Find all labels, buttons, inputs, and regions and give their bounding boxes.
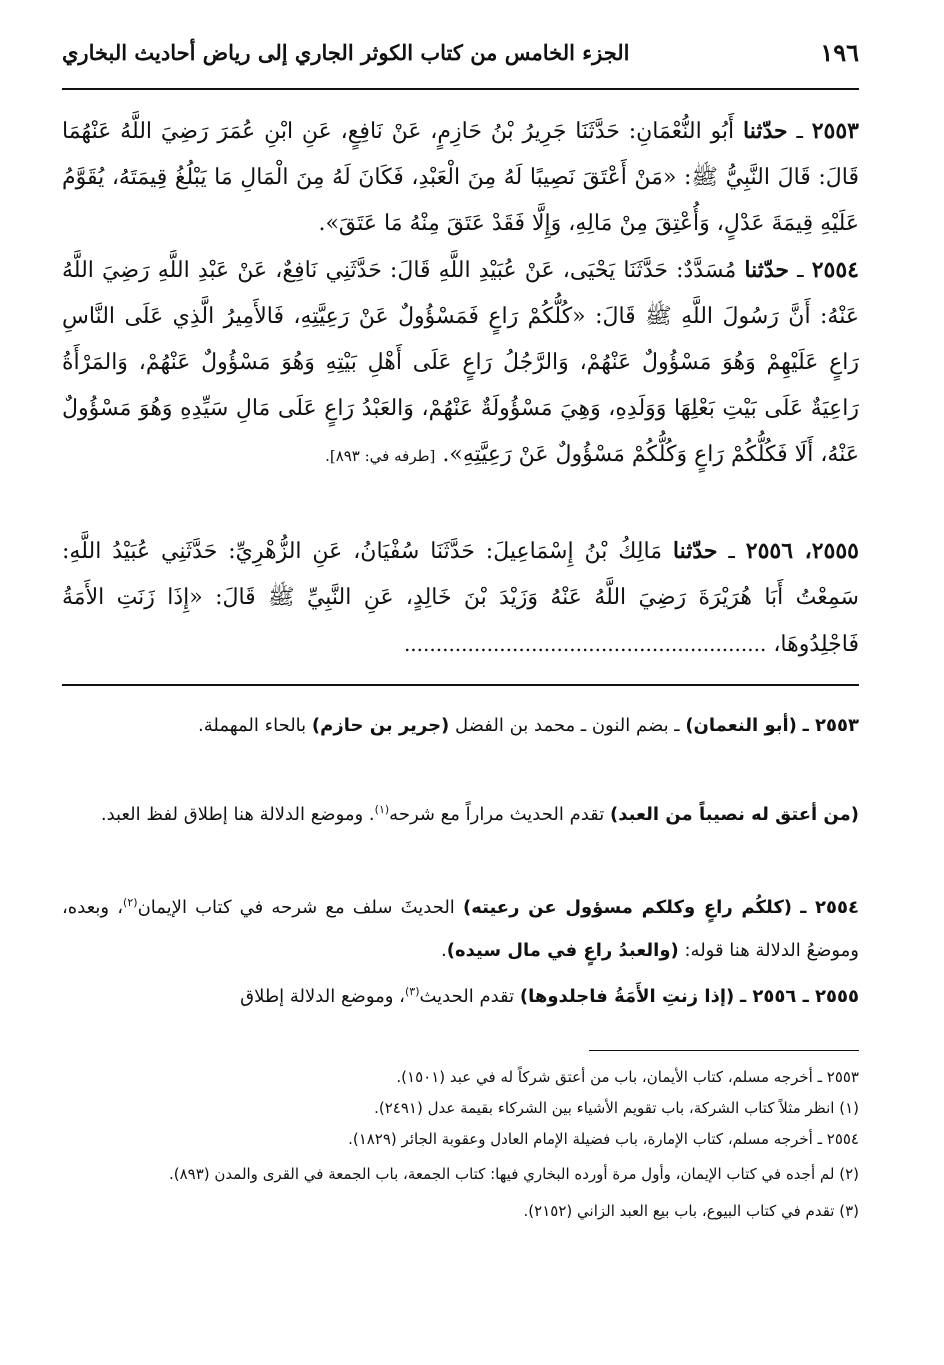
commentary-text: ، وبعده، وموضعُ الدلالة هنا قوله: — [62, 897, 859, 961]
footnote-2553: ٢٥٥٣ ـ أخرجه مسلم، كتاب الأيمان، باب من أعتق شركاً له في عبد (١٥٠١). — [396, 1068, 859, 1086]
page-header — [62, 38, 859, 82]
hadith-2555-2556: ٢٥٥٥، ٢٥٥٦ ـ حدّثنا مَالِكُ بْنُ إِسْمَاعِيلَ: حَدَّثَنَا سُفْيَانُ، عَنِ الزُّهْرِيِّ: حَدَّثَنِي عُبَيْدُ اللَّهِ: سَمِعْتُ أَبَا هُرَيْرَةَ رَضِيَ اللَّهُ عَنْهُ وَزَيْدَ بْنَ خَالِدٍ، عَنِ النَّبِيِّ ﷺ قَالَ: «إِذَا زَنَتِ الأَمَةُ فَاجْلِدُوهَا، ......................................................... — [62, 538, 859, 657]
hadith-number: ٢٥٥٥، ٢٥٥٦ — [745, 538, 859, 564]
footnote-marker: (٢) — [123, 896, 138, 909]
commentary-text: ـ بضم النون ـ محمد بن الفضل — [455, 715, 680, 736]
commentary-text: . — [441, 940, 447, 961]
quoted-term: (كلكُم راعٍ وكلكم مسؤول عن رعيته) — [462, 897, 793, 918]
footnote-2: (٢) لم أجده في كتاب الإيمان، وأول مرة أورده البخاري فيها: كتاب الجمعة، باب الجمعة في القرى والمدن (٨٩٣). — [168, 1165, 859, 1183]
commentary-2553 — [62, 704, 859, 747]
narrator-label: حدّثنا — [744, 257, 789, 283]
narrator-label: حدّثنا — [743, 118, 788, 144]
footnote-1: (١) انظر مثلاً كتاب الشركة، باب تقويم الأشياء بين الشركاء بقيمة عدل (٢٤٩١). — [374, 1099, 859, 1117]
hadith-text: أَبُو النُّعْمَانِ: حَدَّثَنَا جَرِيرُ بْنُ حَازِمٍ، عَنْ نَافِعٍ، عَنِ ابْنِ عُمَرَ رَضِيَ اللَّهُ عَنْهُمَا قَالَ: قَالَ النَّبِيُّ ﷺ: «مَنْ أَعْتَقَ نَصِيبًا لَهُ مِنَ الْعَبْدِ، فَكَانَ لَهُ مِنَ الْمَالِ مَا يَبْلُغُ قِيمَتَهُ، يُقَوَّمُ عَلَيْهِ قِيمَةَ عَدْلٍ، وَأُعْتِقَ مِنْ مَالِهِ، وَإِلَّا فَقَدْ عَتَقَ مِنْهُ مَا عَتَقَ». — [62, 119, 859, 236]
commentary-number: ٢٥٥٥ ـ ٢٥٥٦ ـ — [739, 986, 859, 1007]
commentary-2555-2556 — [62, 975, 859, 1018]
narrator-label: حدّثنا — [672, 538, 718, 564]
footnote-3: (٣) تقدم في كتاب البيوع، باب بيع العبد الزاني (٢١٥٢). — [523, 1202, 859, 1220]
commentary-text: تقدم الحديث — [419, 986, 515, 1007]
footnote-rule — [589, 1050, 859, 1051]
ellipsis-dots: ......................................................... — [403, 632, 767, 656]
hadith-2554: ٢٥٥٤ ـ حدّثنا مُسَدَّدٌ: حَدَّثَنَا يَحْيَى، عَنْ عُبَيْدِ اللَّهِ قَالَ: حَدَّثَنِي نَافِعٌ، عَنْ عَبْدِ اللَّهِ رَضِيَ اللَّهُ عَنْهُ: أَنَّ رَسُولَ اللَّهِ ﷺ قَالَ: «كُلُّكُمْ رَاعٍ فَمَسْؤُولٌ عَنْ رَعِيَّتِهِ، فَالأَمِيرُ الَّذِي عَلَى النَّاسِ رَاعٍ عَلَيْهِمْ وَهُوَ مَسْؤُولٌ عَنْهُمْ، وَالرَّجُلُ رَاعٍ عَلَى أَهْلِ بَيْتِهِ وَهُوَ مَسْؤُولٌ عَنْهُمْ، وَالمَرْأَةُ رَاعِيَةٌ عَلَى بَيْتِ بَعْلِهَا وَوَلَدِهِ، وَهِيَ مَسْؤُولَةٌ عَنْهُمْ، وَالعَبْدُ رَاعٍ عَلَى مَالِ سَيِّدِهِ وَهُوَ مَسْؤُولٌ عَنْهُ، أَلَا فَكُلُّكُمْ رَاعٍ وَكُلُّكُمْ مَسْؤُولٌ عَنْ رَعِيَّتِهِ». [طرفه في: ٨٩٣]. — [62, 257, 859, 467]
footnote-marker: (٣) — [404, 985, 420, 998]
footnotes — [62, 1062, 859, 1227]
hadith-number: ٢٥٥٤ — [811, 257, 859, 283]
quoted-term: (أبو النعمان) — [685, 715, 797, 736]
hadith-text: مَالِكُ بْنُ إِسْمَاعِيلَ: حَدَّثَنَا سُفْيَانُ، عَنِ الزُّهْرِيِّ: حَدَّثَنِي عُبَيْدُ اللَّهِ: سَمِعْتُ أَبَا هُرَيْرَةَ رَضِيَ اللَّهُ عَنْهُ وَزَيْدَ بْنَ خَالِدٍ، عَنِ النَّبِيِّ ﷺ قَالَ: «إِذَا زَنَتِ الأَمَةُ فَاجْلِدُوهَا، — [62, 539, 859, 657]
quoted-term: (والعبدُ راعٍ في مال سيده) — [446, 940, 679, 961]
commentary-number: ٢٥٥٣ ـ — [802, 715, 859, 736]
cross-reference: [طرفه في: ٨٩٣]. — [325, 447, 436, 465]
commentary-text: الحديثَ سلف مع شرحه في كتاب الإيمان — [137, 897, 455, 918]
commentary-text: . وموضع الدلالة هنا إطلاق لفظ العبد. — [100, 804, 375, 825]
hadith-2553: ٢٥٥٣ ـ حدّثنا أَبُو النُّعْمَانِ: حَدَّثَنَا جَرِيرُ بْنُ حَازِمٍ، عَنْ نَافِعٍ، عَنِ ابْنِ عُمَرَ رَضِيَ اللَّهُ عَنْهُمَا قَالَ: قَالَ النَّبِيُّ ﷺ: «مَنْ أَعْتَقَ نَصِيبًا لَهُ مِنَ الْعَبْدِ، فَكَانَ لَهُ مِنَ الْمَالِ مَا يَبْلُغُ قِيمَتَهُ، يُقَوَّمُ عَلَيْهِ قِيمَةَ عَدْلٍ، وَأُعْتِقَ مِنْ مَالِهِ، وَإِلَّا فَقَدْ عَتَقَ مِنْهُ مَا عَتَقَ». — [62, 118, 859, 236]
text-commentary-divider — [62, 684, 859, 686]
hadith-number: ٢٥٥٣ — [811, 118, 859, 144]
footnote-2554: ٢٥٥٤ ـ أخرجه مسلم، كتاب الإمارة، باب فضيلة الإمام العادل وعقوبة الجائر (١٨٢٩). — [348, 1130, 859, 1148]
book-page — [62, 0, 859, 1365]
commentary-2553-part2 — [62, 793, 859, 836]
footnote-marker: (١) — [374, 803, 390, 816]
commentary-text: بالحاء المهملة. — [197, 715, 307, 736]
commentary-text: ، وموضع الدلالة إطلاق — [240, 986, 405, 1007]
quoted-term: (إذا زنتِ الأَمَةُ فاجلدوها) — [519, 986, 735, 1007]
quoted-term: (جرير بن حازم) — [311, 715, 450, 736]
quoted-term: (من أعتق له نصيباً من العبد) — [610, 804, 859, 825]
header-rule — [62, 88, 859, 90]
running-title: الجزء الخامس من كتاب الكوثر الجاري إلى رياض أحاديث البخاري — [62, 40, 630, 65]
page-number: ١٩٦ — [820, 38, 859, 67]
commentary-number: ٢٥٥٤ ـ — [800, 897, 859, 918]
commentary-2554 — [62, 886, 859, 972]
commentary-text: تقدم الحديث مراراً مع شرحه — [389, 804, 605, 825]
hadith-text: مُسَدَّدٌ: حَدَّثَنَا يَحْيَى، عَنْ عُبَيْدِ اللَّهِ قَالَ: حَدَّثَنِي نَافِعٌ، عَنْ عَبْدِ اللَّهِ رَضِيَ اللَّهُ عَنْهُ: أَنَّ رَسُولَ اللَّهِ ﷺ قَالَ: «كُلُّكُمْ رَاعٍ فَمَسْؤُولٌ عَنْ رَعِيَّتِهِ، فَالأَمِيرُ الَّذِي عَلَى النَّاسِ رَاعٍ عَلَيْهِمْ وَهُوَ مَسْؤُولٌ عَنْهُمْ، وَالرَّجُلُ رَاعٍ عَلَى أَهْلِ بَيْتِهِ وَهُوَ مَسْؤُولٌ عَنْهُمْ، وَالمَرْأَةُ رَاعِيَةٌ عَلَى بَيْتِ بَعْلِهَا وَوَلَدِهِ، وَهِيَ مَسْؤُولَةٌ عَنْهُمْ، وَالعَبْدُ رَاعٍ عَلَى مَالِ سَيِّدِهِ وَهُوَ مَسْؤُولٌ عَنْهُ، أَلَا فَكُلُّكُمْ رَاعٍ وَكُلُّكُمْ مَسْؤُولٌ عَنْ رَعِيَّتِهِ». — [62, 258, 859, 467]
